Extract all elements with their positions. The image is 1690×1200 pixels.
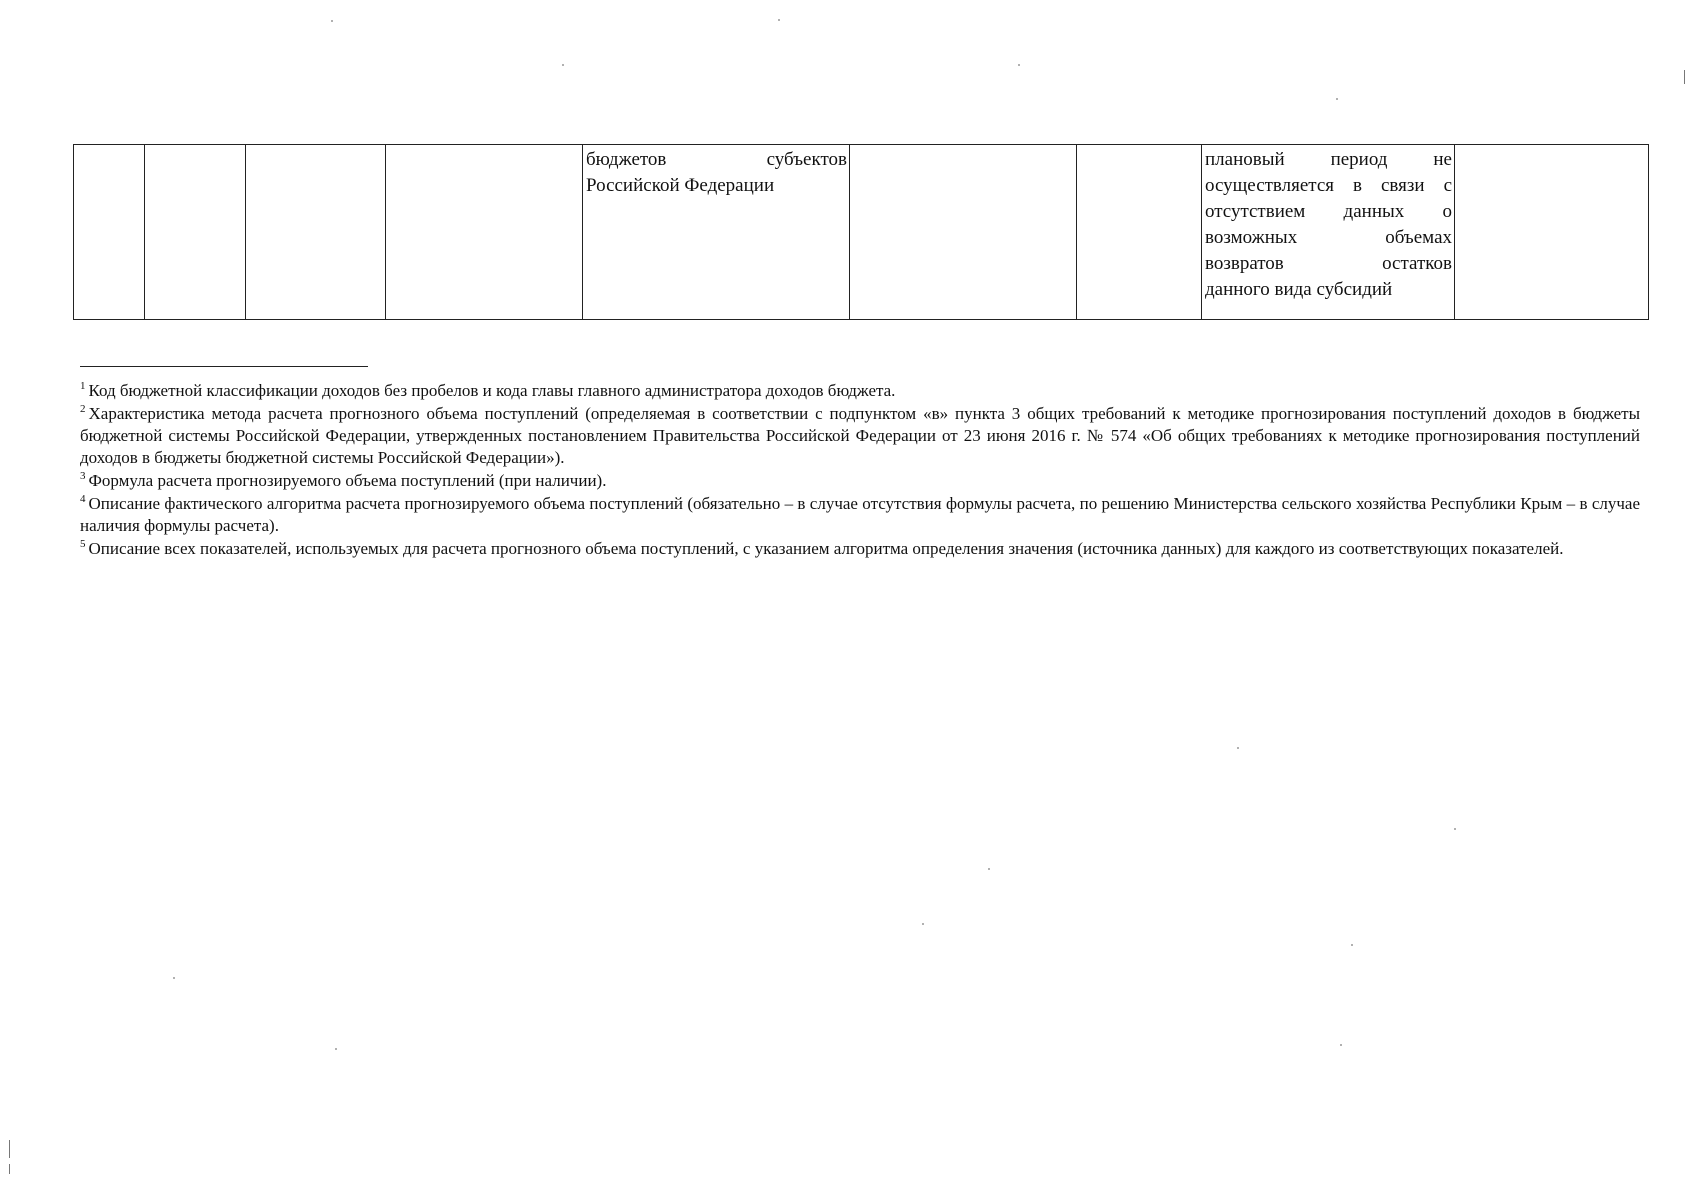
cell-line: возвратов остатков <box>1205 253 1452 274</box>
table-cell <box>74 145 145 320</box>
footnote-5 <box>80 538 1640 560</box>
scan-mark <box>9 1164 10 1174</box>
table-cell <box>850 145 1077 320</box>
cell-line: Российской Федерации <box>586 175 775 196</box>
footnote-separator <box>80 366 368 367</box>
scan-speck <box>1454 828 1456 830</box>
cell-line: бюджетов субъектов <box>586 149 847 170</box>
table-cell <box>386 145 583 320</box>
scan-speck <box>1018 64 1020 66</box>
scan-speck <box>335 1048 337 1050</box>
scan-speck <box>1336 98 1338 100</box>
footnote-1 <box>80 380 1640 402</box>
scan-mark <box>1684 70 1685 84</box>
cell-line: плановый период не <box>1205 149 1452 170</box>
footnote-number: 1 <box>80 380 86 392</box>
footnote-4 <box>80 493 1640 537</box>
footnote-text: Описание фактического алгоритма расчета прогнозируемого объема поступлений (обязательно – в случае отсутствия формулы расчета, по решению Министерства сельского хозяйства Республики Крым – в случае наличия формулы расчета). <box>80 494 1640 535</box>
scan-speck <box>1237 747 1239 749</box>
scan-mark <box>9 1140 10 1158</box>
table-row <box>74 145 1649 320</box>
table-cell-budget-subjects <box>583 145 850 320</box>
scan-speck <box>1340 1044 1342 1046</box>
cell-line: осуществляется в связи с <box>1205 175 1452 196</box>
table-cell <box>246 145 386 320</box>
cell-line: данного вида субсидий <box>1205 279 1393 300</box>
footnote-text: Код бюджетной классификации доходов без пробелов и кода главы главного администратора доходов бюджета. <box>88 381 896 400</box>
scan-speck <box>331 20 333 22</box>
scan-speck <box>1351 944 1353 946</box>
scan-speck <box>778 19 780 21</box>
footnotes <box>80 380 1640 561</box>
scan-speck <box>988 868 990 870</box>
scan-speck <box>562 64 564 66</box>
footnote-number: 2 <box>80 403 86 415</box>
footnote-number: 4 <box>80 493 86 505</box>
table-cell <box>1077 145 1202 320</box>
cell-line: возможных объемах <box>1205 227 1452 248</box>
footnote-number: 5 <box>80 538 86 550</box>
table-cell-reason <box>1202 145 1455 320</box>
continuation-table <box>73 144 1649 320</box>
scan-speck <box>922 923 924 925</box>
table-cell <box>145 145 246 320</box>
footnote-text: Характеристика метода расчета прогнозного объема поступлений (определяемая в соответствии с подпунктом «в» пункта 3 общих требований к методике прогнозирования поступлений доходов в бюджеты бюджетной системы Российской Федерации, утвержденных постановлением Правительства Российской Федерации от 23 июня 2016 г. № 574 «Об общих требованиях к методике прогнозирования поступлений доходов в бюджеты бюджетной системы Российской Федерации»). <box>80 404 1640 467</box>
footnote-number: 3 <box>80 470 86 482</box>
footnote-text: Формула расчета прогнозируемого объема поступлений (при наличии). <box>88 471 607 490</box>
table-cell <box>1455 145 1649 320</box>
footnote-2 <box>80 403 1640 469</box>
footnote-text: Описание всех показателей, используемых для расчета прогнозного объема поступлений, с указанием алгоритма определения значения (источника данных) для каждого из соответствующих показателей. <box>88 539 1564 558</box>
footnote-3 <box>80 470 1640 492</box>
scan-speck <box>173 977 175 979</box>
cell-line: отсутствием данных о <box>1205 201 1452 222</box>
